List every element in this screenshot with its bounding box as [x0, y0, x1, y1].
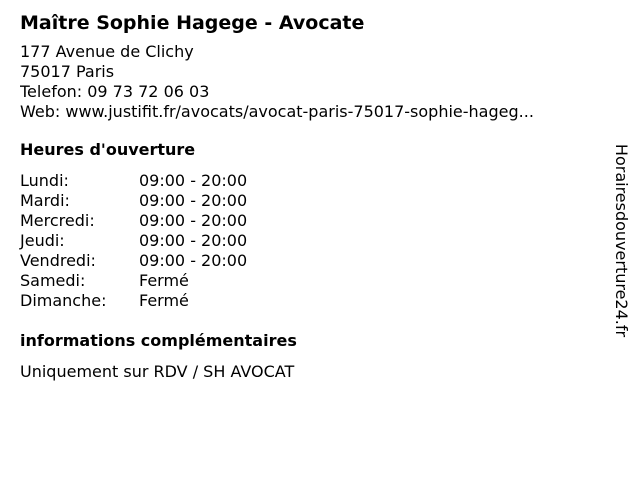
site-watermark-text: Horairesdouverture24.fr — [612, 143, 632, 337]
business-card — [20, 10, 600, 382]
opening-hours-table — [20, 171, 600, 311]
address-city: 75017 Paris — [20, 62, 115, 81]
hours-day: Vendredi: — [20, 251, 96, 270]
site-watermark — [610, 135, 634, 345]
hours-day: Lundi: — [20, 171, 69, 190]
hours-day: Dimanche: — [20, 291, 107, 310]
hours-time: Fermé — [139, 271, 189, 290]
hours-day: Mercredi: — [20, 211, 95, 230]
hours-time: 09:00 - 20:00 — [139, 191, 248, 210]
hours-row-friday — [20, 251, 600, 271]
opening-hours-heading: Heures d'ouverture — [20, 140, 196, 159]
hours-day: Samedi: — [20, 271, 86, 290]
hours-row-sunday — [20, 291, 600, 311]
hours-day: Jeudi: — [20, 231, 65, 250]
phone-number: Telefon: 09 73 72 06 03 — [20, 82, 210, 101]
hours-time: 09:00 - 20:00 — [139, 231, 248, 250]
hours-day: Mardi: — [20, 191, 70, 210]
hours-time: 09:00 - 20:00 — [139, 211, 248, 230]
additional-info-text: Uniquement sur RDV / SH AVOCAT — [20, 362, 295, 381]
hours-row-saturday — [20, 271, 600, 291]
additional-info-heading: informations complémentaires — [20, 331, 297, 350]
hours-row-thursday — [20, 231, 600, 251]
hours-time: 09:00 - 20:00 — [139, 251, 248, 270]
business-name: Maître Sophie Hagege - Avocate — [20, 12, 365, 34]
hours-time: 09:00 - 20:00 — [139, 171, 248, 190]
website-link[interactable]: Web: www.justifit.fr/avocats/avocat-paris-75017-sophie-hageg... — [20, 102, 534, 121]
address-block — [20, 42, 600, 122]
hours-row-wednesday — [20, 211, 600, 231]
hours-time: Fermé — [139, 291, 189, 310]
hours-row-tuesday — [20, 191, 600, 211]
hours-row-monday — [20, 171, 600, 191]
address-street: 177 Avenue de Clichy — [20, 42, 194, 61]
